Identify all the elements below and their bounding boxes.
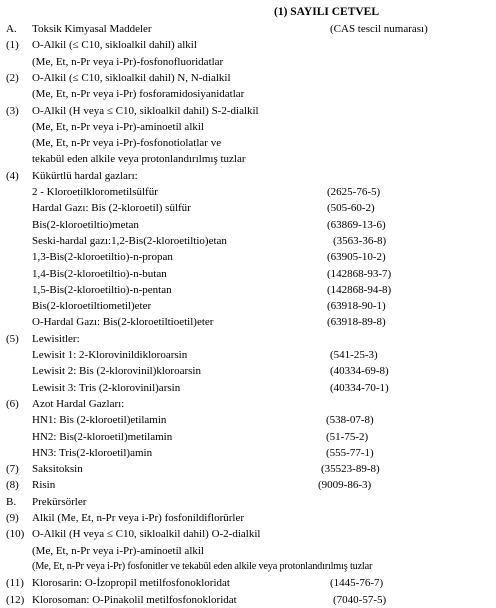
cas-number: (142868-94-8) (327, 283, 392, 296)
item-text: tekabül eden alkile veya protonlandırılmış tuzlar (32, 153, 246, 166)
list-item (0, 510, 496, 526)
substance-name: Lewisit 3: Tris (2-klorovinil)arsin (32, 381, 181, 394)
list-item (0, 331, 496, 347)
item-number: (2) (6, 71, 19, 84)
substance-name: Lewisit 1: 2-Klorovinildikloroarsin (32, 349, 188, 361)
item-continuation (0, 151, 496, 167)
table-row (0, 266, 496, 282)
table-row (0, 429, 496, 445)
item-heading: Azot Hardal Gazları: (32, 397, 125, 410)
substance-name: Lewisit 2: Bis (2-klorovinil)kloroarsin (32, 365, 201, 378)
item-continuation (0, 135, 496, 151)
substance-name: Klorosoman: O-Pinakolil metilfosfonokloridat (32, 593, 237, 606)
table-row (0, 217, 496, 233)
cas-number: (9009-86-3) (318, 479, 372, 492)
table-row (0, 314, 496, 330)
item-text: (Me, Et, n-Pr veya i-Pr)-fosfonofluoridatlar (32, 55, 224, 68)
substance-name: 1,3-Bis(2-kloroetiltio)-n-propan (32, 251, 173, 264)
item-text: (Me, Et, n-Pr veya i-Pr)-aminoetil alkil (32, 544, 204, 557)
item-text: Alkil (Me, Et, n-Pr veya i-Pr) fosfonildiflorürler (32, 512, 245, 524)
substance-name: Bis(2-kloroetiltio)metan (32, 218, 139, 231)
cas-number: (40334-70-1) (330, 381, 389, 394)
table-row (0, 298, 496, 314)
section-heading: Toksik Kimyasal Maddeler (32, 23, 152, 35)
cas-number: (63869-13-6) (327, 218, 386, 231)
table-row (0, 249, 496, 265)
list-item (0, 396, 496, 412)
table-row (0, 347, 496, 363)
substance-name: Seski-hardal gazı:1,2-Bis(2-kloroetiltio)etan (32, 234, 227, 247)
list-item (0, 70, 496, 86)
item-text: (Me, Et, n-Pr veya i-Pr)-fosfonotiolatlar ve (32, 137, 222, 150)
cas-number: (40334-69-8) (330, 365, 389, 378)
item-number: (11) (6, 577, 24, 590)
cas-number: (142868-93-7) (327, 267, 392, 280)
item-number: (4) (6, 169, 19, 182)
list-item (0, 526, 496, 542)
item-number: (8) (6, 479, 19, 492)
item-text: O-Alkil (H veya ≤ C10, sikloalkil dahil) S-2-dialkil (32, 104, 259, 117)
item-number: (3) (6, 104, 19, 117)
item-text: O-Alkil (≤ C10, sikloalkil dahil) N, N-dialkil (32, 71, 231, 84)
item-number: (7) (6, 463, 19, 476)
item-text: (Me, Et, n-Pr veya i-Pr) fosforamidosiyanidatlar (32, 88, 245, 101)
table-row (0, 200, 496, 216)
list-item (0, 477, 496, 493)
item-text: O-Alkil (H veya ≤ C10, sikloalkil dahil) O-2-dialkil (32, 528, 261, 541)
cas-number: (35523-89-8) (321, 463, 380, 476)
table-row (0, 282, 496, 298)
cas-number: (3563-36-8) (333, 234, 387, 247)
item-number: (5) (6, 332, 19, 345)
section-letter: B. (6, 495, 17, 508)
substance-name: HN3: Tris(2-kloroetil)amin (32, 446, 153, 459)
substance-name: Klorosarin: O-İzopropil metilfosfonokloridat (32, 577, 230, 590)
substance-name: HN1: Bis (2-kloroetil)etilamin (32, 414, 167, 427)
list-item (0, 37, 496, 53)
item-continuation (0, 543, 496, 559)
table-row (0, 233, 496, 249)
item-continuation (0, 119, 496, 135)
table-row (0, 184, 496, 200)
table-row (0, 363, 496, 379)
list-item (0, 168, 496, 184)
substance-name: O-Hardal Gazı: Bis(2-kloroetiltioetil)eter (32, 316, 214, 329)
item-text: (Me, Et, n-Pr veya i-Pr)-aminoetil alkil (32, 120, 204, 133)
cas-number: (51-75-2) (326, 430, 369, 443)
section-b-heading-row (0, 494, 496, 510)
item-heading: Kükürtlü hardal gazları: (32, 169, 138, 182)
substance-name: HN2: Bis(2-kloroetil)metilamin (32, 430, 173, 443)
substance-name: Hardal Gazı: Bis (2-kloroetil) sülfür (32, 202, 191, 215)
item-number: (12) (6, 593, 25, 606)
list-item (0, 575, 496, 591)
list-item (0, 461, 496, 477)
item-text: O-Alkil (≤ C10, sikloalkil dahil) alkil (32, 39, 197, 52)
cas-number: (538-07-8) (326, 414, 374, 427)
section-a-heading-row (0, 21, 496, 37)
section-heading: Prekürsörler (32, 495, 87, 508)
cas-column-header: (CAS tescil numarası) (330, 23, 428, 35)
list-item (0, 592, 496, 608)
list-item (0, 103, 496, 119)
substance-name: 1,4-Bis(2-kloroetiltio)-n-butan (32, 267, 167, 280)
substance-name: 2 - Kloroetilklorometilsülfür (32, 186, 158, 198)
cas-number: (63905-10-2) (327, 251, 386, 264)
item-heading: Lewisitler: (32, 332, 80, 345)
document-title: (1) SAYILI CETVEL (274, 6, 380, 18)
item-text: (Me, Et, n-Pr veya i-Pr) fosfonitler ve tekabül eden alkile veya protonlandırılmış tuzlar (32, 560, 373, 572)
section-letter: A. (6, 23, 17, 35)
cas-number: (63918-89-8) (327, 316, 386, 329)
table-row (0, 412, 496, 428)
cas-number: (7040-57-5) (333, 593, 387, 606)
table-row (0, 445, 496, 461)
cas-number: (505-60-2) (327, 202, 375, 215)
substance-name: Risin (32, 479, 56, 492)
item-number: (6) (6, 397, 19, 410)
item-number: (10) (6, 528, 25, 541)
table-row (0, 380, 496, 396)
cas-number: (541-25-3) (330, 349, 378, 361)
item-continuation (0, 559, 496, 575)
cas-number: (63918-90-1) (327, 300, 386, 313)
cas-number: (2625-76-5) (327, 186, 381, 198)
item-number: (9) (6, 512, 19, 524)
cas-number: (555-77-1) (326, 446, 374, 459)
item-continuation (0, 54, 496, 70)
substance-name: Saksitoksin (32, 463, 83, 476)
substance-name: Bis(2-kloroetiltiometil)eter (32, 300, 152, 313)
cas-number: (1445-76-7) (330, 577, 384, 590)
item-continuation (0, 86, 496, 102)
substance-name: 1,5-Bis(2-kloroetiltio)-n-pentan (32, 283, 172, 296)
item-number: (1) (6, 39, 19, 52)
